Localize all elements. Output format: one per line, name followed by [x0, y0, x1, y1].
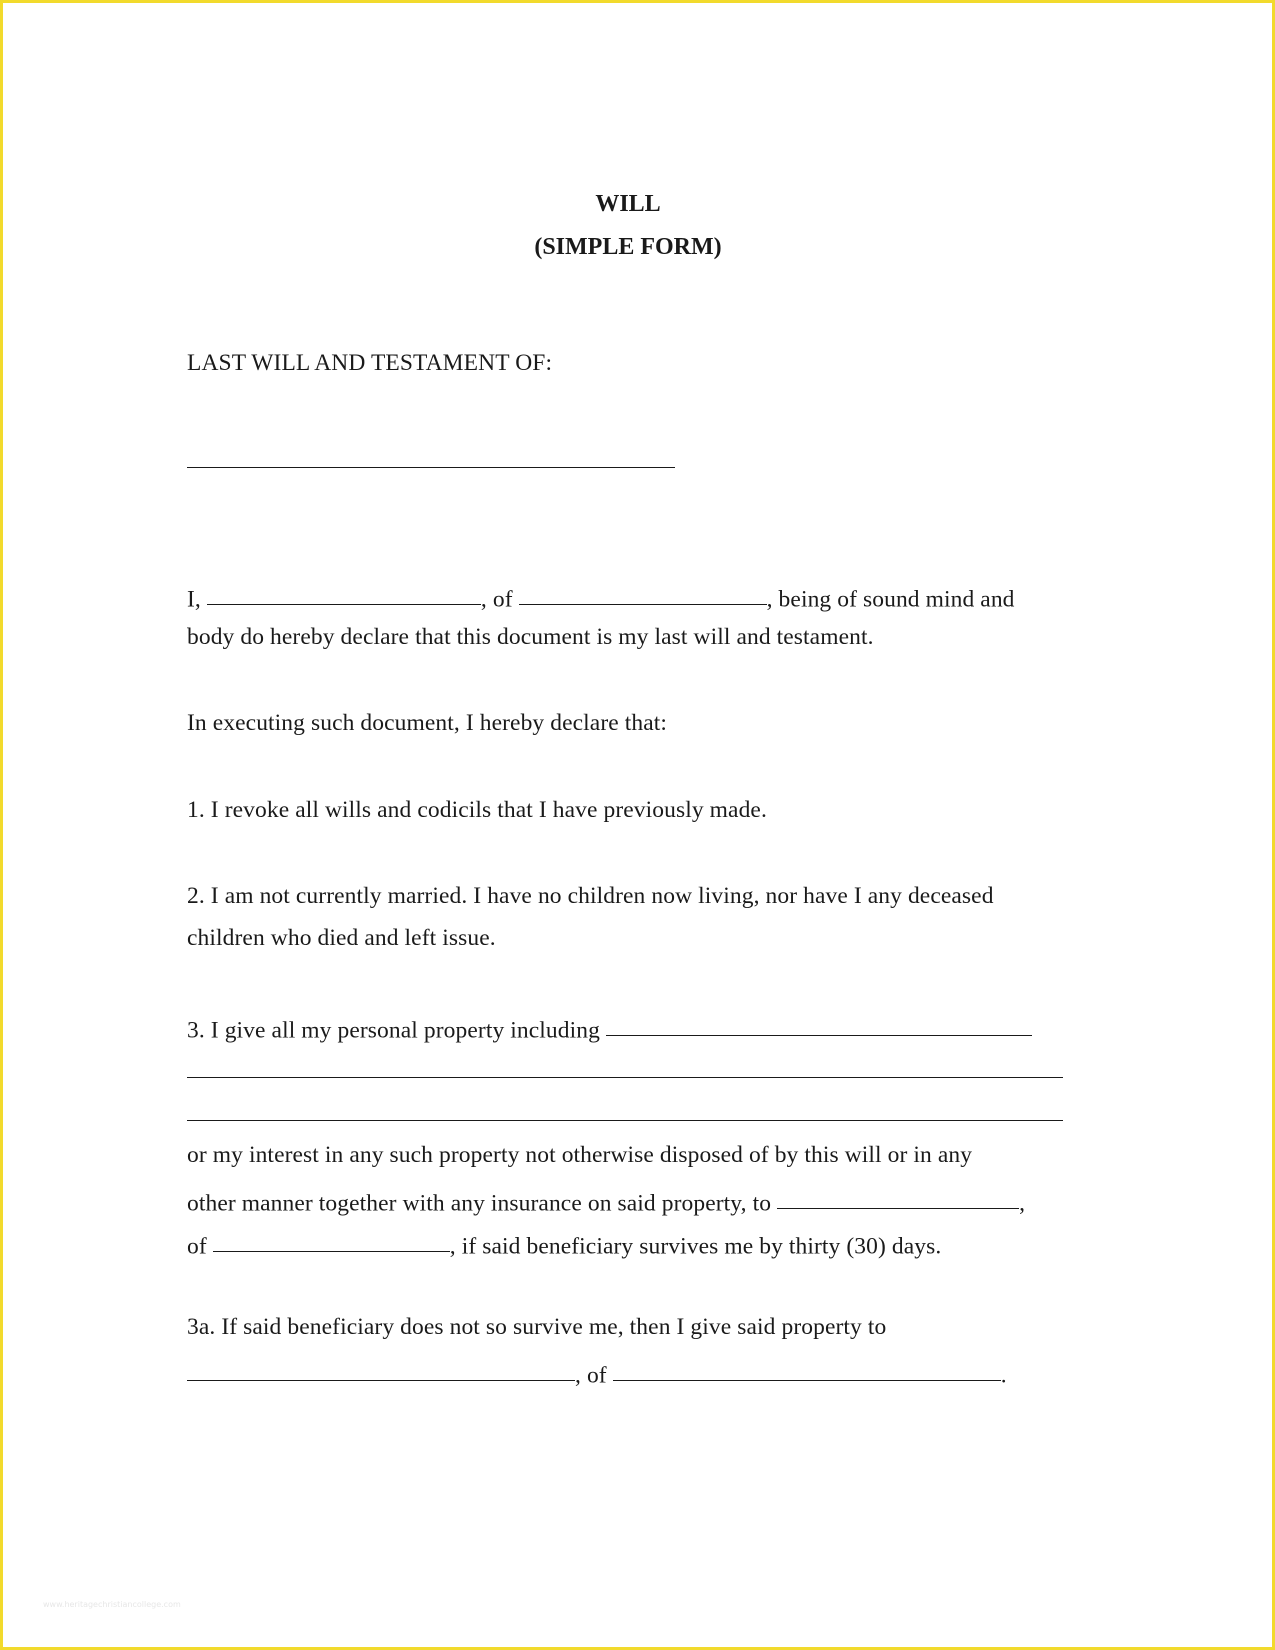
testator-name-blank[interactable] [207, 579, 481, 605]
personal-property-blank[interactable] [606, 1010, 1032, 1036]
alternate-residence-blank[interactable] [613, 1355, 1001, 1381]
item-2-line-1: 2. I am not currently married. I have no children now living, nor have I any deceased [187, 883, 994, 909]
item-3a-line-2: , of . [187, 1357, 1007, 1390]
executing-statement: In executing such document, I hereby declare that: [187, 710, 668, 736]
item-3-line-1: 3. I give all my personal property including [187, 1012, 1032, 1045]
personal-property-blank-2[interactable] [187, 1052, 1063, 1078]
item-3-line-4: or my interest in any such property not otherwise disposed of by this will or in any [187, 1142, 973, 1168]
personal-property-blank-3[interactable] [187, 1095, 1063, 1121]
item-3-line-6: of , if said beneficiary survives me by thirty (30) days. [187, 1228, 941, 1261]
item-3a-line-1: 3a. If said beneficiary does not so survive me, then I give said property to [187, 1314, 887, 1340]
item-1: 1. I revoke all wills and codicils that I have previously made. [187, 797, 767, 823]
testator-name-field[interactable] [187, 444, 675, 477]
testator-heading: LAST WILL AND TESTAMENT OF: [187, 350, 553, 376]
item-2-line-2: children who died and left issue. [187, 925, 496, 951]
intro-line-2: body do hereby declare that this document is my last will and testament. [187, 624, 874, 650]
alternate-beneficiary-blank[interactable] [187, 1355, 575, 1381]
document-title: WILL [595, 191, 661, 217]
document-subtitle: (SIMPLE FORM) [534, 234, 722, 260]
intro-line-1: I, , of , being of sound mind and [187, 581, 1015, 614]
item-3-line-5: other manner together with any insurance on said property, to , [187, 1185, 1025, 1218]
beneficiary-residence-blank[interactable] [213, 1226, 450, 1252]
beneficiary-name-blank[interactable] [777, 1183, 1019, 1209]
watermark-text: www.heritagechristiancollege.com [43, 1600, 181, 1609]
testator-residence-blank[interactable] [519, 579, 767, 605]
item-3-line-3[interactable] [187, 1097, 1063, 1130]
item-3-line-2[interactable] [187, 1054, 1063, 1087]
